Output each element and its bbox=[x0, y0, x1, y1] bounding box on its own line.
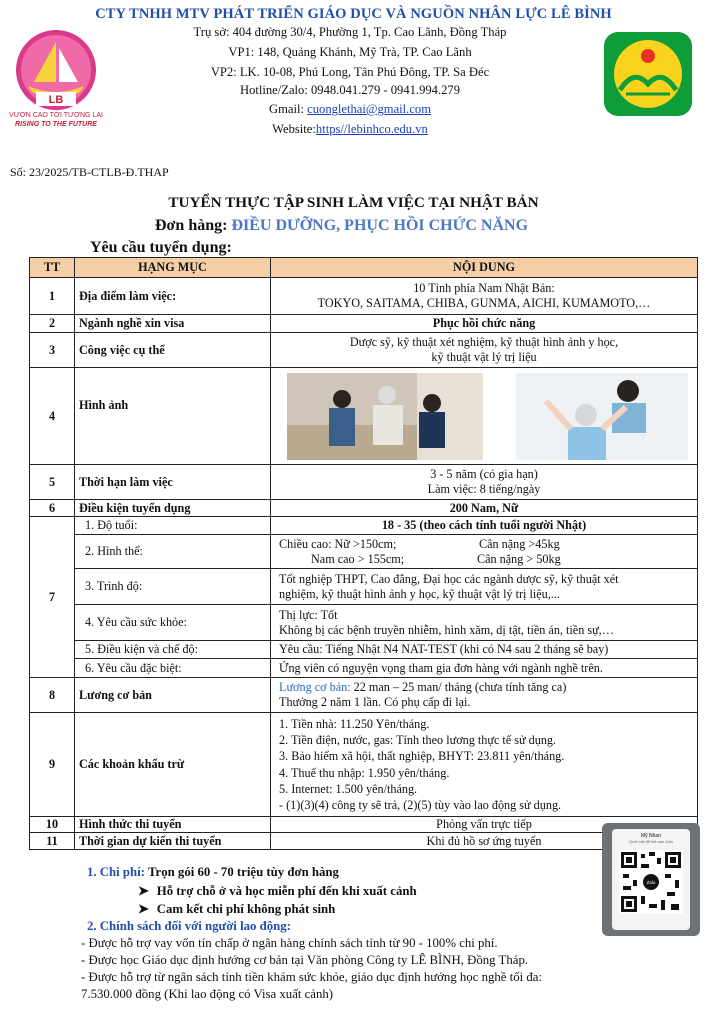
row-content bbox=[271, 333, 698, 368]
table-row bbox=[30, 659, 698, 678]
row-number: 5 bbox=[30, 465, 75, 500]
row-item: Ngành nghề xin visa bbox=[75, 315, 271, 333]
row-number: 3 bbox=[30, 333, 75, 368]
table-row bbox=[30, 833, 698, 850]
table-row bbox=[30, 713, 698, 817]
logo-tagline-en: RISING TO THE FUTURE bbox=[15, 121, 97, 128]
gmail-link[interactable]: cuonglethai@gmail.com bbox=[307, 102, 431, 116]
qr-center-label: Zalo bbox=[646, 880, 656, 885]
row-content: Yêu cầu: Tiếng Nhật N4 NAT-TEST (khi có N4 sau 2 tháng sẽ bay) bbox=[271, 641, 698, 659]
row-content: Phỏng vấn trực tiếp bbox=[271, 817, 698, 833]
caregivers-photo bbox=[287, 373, 483, 460]
table-row bbox=[30, 500, 698, 517]
policy-education: - Được học Giáo dục định hướng cơ bản tại Văn phòng Công ty LÊ BÌNH, Đồng Tháp. bbox=[81, 953, 529, 967]
table-row bbox=[30, 517, 698, 535]
row-item: Thời hạn làm việc bbox=[75, 465, 271, 500]
order-value: ĐIỀU DƯỠNG, PHỤC HỒI CHỨC NĂNG bbox=[231, 217, 529, 234]
row-item: Công việc cụ thể bbox=[75, 333, 271, 368]
table-row bbox=[30, 315, 698, 333]
row-content: Phục hồi chức năng bbox=[271, 315, 698, 333]
row-content bbox=[271, 605, 698, 641]
row-item: 1. Độ tuổi: bbox=[75, 517, 271, 535]
table-row bbox=[30, 605, 698, 641]
content-line: Nam cao > 155cm; bbox=[311, 551, 405, 566]
qr-subtitle: Quét mã để kết bạn Zalo bbox=[628, 839, 674, 844]
content-line: Thưởng 2 năm 1 lần. Có phụ cấp đi lại. bbox=[279, 695, 471, 709]
row-number: 11 bbox=[30, 833, 75, 850]
fee-line bbox=[87, 865, 339, 880]
company-name: CTY TNHH MTV PHÁT TRIỂN GIÁO DỤC VÀ NGUỒN NHÂN LỰC LÊ BÌNH bbox=[95, 6, 612, 22]
row-content: 200 Nam, Nữ bbox=[271, 500, 698, 517]
order-line bbox=[155, 217, 528, 235]
header-item: HẠNG MỤC bbox=[75, 258, 271, 278]
row-content: 18 - 35 (theo cách tính tuổi người Nhật) bbox=[271, 517, 698, 535]
policy-health-amount: 7.530.000 đồng (Khi lao động có Visa xuất cảnh) bbox=[81, 987, 334, 1001]
qr-code-icon bbox=[619, 850, 683, 914]
company-logo bbox=[4, 26, 108, 128]
row-content: Ứng viên có nguyện vọng tham gia đơn hàng với ngành nghề trên. bbox=[271, 659, 698, 678]
rehabilitation-photo bbox=[516, 373, 688, 460]
row-item: 3. Trình độ: bbox=[75, 569, 271, 605]
office-2-address: VP2: LK. 10-08, Phú Long, Tân Phú Đông, TP. Sa Đéc bbox=[210, 65, 490, 79]
table-row bbox=[30, 368, 698, 465]
content-line: TOKYO, SAITAMA, CHIBA, GUNMA, AICHI, KUMAMOTO,… bbox=[317, 296, 651, 310]
row-number: 1 bbox=[30, 278, 75, 315]
content-line: 3. Bảo hiểm xã hội, thất nghiệp, BHYT: 23.811 yên/tháng. bbox=[279, 749, 565, 764]
row-item: Địa điểm làm việc: bbox=[75, 278, 271, 315]
row-number: 7 bbox=[30, 517, 75, 678]
requirements-table bbox=[29, 257, 698, 850]
row-number: 6 bbox=[30, 500, 75, 517]
row-content bbox=[271, 368, 698, 465]
row-content bbox=[271, 713, 698, 817]
table-row bbox=[30, 465, 698, 500]
policy-loan: - Được hỗ trợ vay vốn tín chấp ở ngân hàng chính sách tỉnh từ 90 - 100% chi phí. bbox=[81, 936, 498, 950]
table-header-row bbox=[30, 258, 698, 278]
head-office-address: Trụ sở: 404 đường 30/4, Phường 1, Tp. Cao Lãnh, Đồng Tháp bbox=[193, 25, 507, 39]
row-content bbox=[271, 278, 698, 315]
content-line: Chiều cao: Nữ >150cm; bbox=[279, 536, 397, 551]
content-line: Dược sỹ, kỹ thuật xét nghiệm, kỹ thuật hình ảnh y học, bbox=[349, 335, 619, 349]
arrow-bullet-icon: ➤ bbox=[138, 902, 149, 916]
header-tt: TT bbox=[30, 258, 75, 278]
content-line: - (1)(3)(4) công ty sẽ trả, (2)(5) tùy vào lao động sử dụng. bbox=[279, 798, 562, 813]
table-row bbox=[30, 678, 698, 713]
hotline: Hotline/Zalo: 0948.041.279 - 0941.994.279 bbox=[239, 83, 461, 97]
logo-tagline-vn: VƯƠN CAO TỚI TƯƠNG LAI bbox=[9, 112, 103, 119]
gmail-label: Gmail: bbox=[269, 102, 308, 116]
row-item: 5. Điều kiện và chế độ: bbox=[75, 641, 271, 659]
bullet-text: Hỗ trợ chỗ ở và học miễn phí đến khi xuất cảnh bbox=[156, 884, 417, 898]
content-line: Thị lực: Tốt bbox=[279, 607, 338, 622]
row-item: 6. Yêu cầu đặc biệt: bbox=[75, 659, 271, 678]
logo-mark-text: LB bbox=[48, 94, 64, 106]
row-content bbox=[271, 678, 698, 713]
row-item: Điều kiện tuyển dụng bbox=[75, 500, 271, 517]
table-row bbox=[30, 278, 698, 315]
content-line: 1. Tiền nhà: 11.250 Yên/tháng. bbox=[279, 716, 430, 731]
row-number: 2 bbox=[30, 315, 75, 333]
row-item: Các khoản khấu trừ bbox=[75, 713, 271, 817]
bullet-text: Cam kết chi phí không phát sinh bbox=[156, 902, 336, 916]
zalo-qr-card[interactable] bbox=[602, 823, 700, 936]
row-item: Thời gian dự kiến thi tuyển bbox=[75, 833, 271, 850]
content-line: 4. Thuế thu nhập: 1.950 yên/tháng. bbox=[279, 765, 450, 780]
website-label: Website: bbox=[272, 122, 316, 136]
qr-name: Mỹ Nhan bbox=[640, 833, 661, 839]
header-content: NỘI DUNG bbox=[271, 258, 698, 278]
fee-value: Trọn gói 60 - 70 triệu tùy đơn hàng bbox=[147, 865, 339, 879]
arrow-bullet-icon: ➤ bbox=[138, 884, 149, 898]
row-item: 4. Yêu cầu sức khỏe: bbox=[75, 605, 271, 641]
row-number: 4 bbox=[30, 368, 75, 465]
row-number: 10 bbox=[30, 817, 75, 833]
salary-label: Lương cơ bản: bbox=[279, 680, 351, 694]
row-item: Hình thức thi tuyển bbox=[75, 817, 271, 833]
content-line: Tốt nghiệp THPT, Cao đẳng, Đại học các ngành dược sỹ, kỹ thuật xét bbox=[279, 571, 619, 586]
table-row bbox=[30, 333, 698, 368]
content-line: 10 Tỉnh phía Nam Nhật Bản: bbox=[413, 281, 555, 295]
row-number: 9 bbox=[30, 713, 75, 817]
content-line: nghiệm, kỹ thuật hình ảnh y học, kỹ thuật vật lý trị liệu,... bbox=[279, 586, 560, 601]
document-title: TUYỂN THỰC TẬP SINH LÀM VIỆC TẠI NHẬT BẢN bbox=[168, 194, 539, 211]
content-line: kỹ thuật vật lý trị liệu bbox=[431, 350, 537, 364]
bullet-accommodation bbox=[138, 884, 417, 899]
table-row bbox=[30, 569, 698, 605]
row-content bbox=[271, 465, 698, 500]
row-item: 2. Hình thể: bbox=[75, 535, 271, 569]
document-number: Số: 23/2025/TB-CTLB-Đ.THAP bbox=[10, 165, 169, 179]
table-row bbox=[30, 817, 698, 833]
row-content bbox=[271, 569, 698, 605]
content-line: Cân nặng >45kg bbox=[479, 536, 560, 551]
gmail-line bbox=[120, 102, 580, 117]
content-line: 3 - 5 năm (có gia hạn) bbox=[430, 467, 538, 481]
requirements-heading: Yêu cầu tuyển dụng: bbox=[90, 239, 232, 256]
row-number: 8 bbox=[30, 678, 75, 713]
content-line: Cân nặng > 50kg bbox=[477, 551, 561, 566]
content-line: Không bị các bệnh truyền nhiễm, hình xăm, dị tật, tiền án, tiền sự,… bbox=[279, 622, 614, 637]
table-row bbox=[30, 535, 698, 569]
order-label: Đơn hàng: bbox=[155, 217, 232, 234]
policy-heading: 2. Chính sách đối với người lao động: bbox=[87, 919, 291, 933]
content-line: Làm việc: 8 tiếng/ngày bbox=[427, 482, 541, 496]
bullet-commitment bbox=[138, 902, 335, 917]
office-1-address: VP1: 148, Quảng Khánh, Mỹ Trà, TP. Cao Lãnh bbox=[228, 45, 472, 59]
policy-health-support: - Được hỗ trợ từ ngân sách tỉnh tiền khám sức khỏe, giáo dục định hướng học nghề tối đa: bbox=[81, 970, 543, 984]
website-line bbox=[120, 122, 580, 137]
fee-label: 1. Chi phí: bbox=[87, 865, 148, 879]
content-line: 2. Tiền điện, nước, gas: Tính theo lương thực tế sử dụng. bbox=[279, 732, 557, 747]
table-row bbox=[30, 641, 698, 659]
row-content: Khi đủ hồ sơ ứng tuyển bbox=[271, 833, 698, 850]
row-content bbox=[271, 535, 698, 569]
content-line: 22 man – 25 man/ tháng (chưa tính tăng ca) bbox=[350, 680, 567, 694]
row-item: Lương cơ bản bbox=[75, 678, 271, 713]
website-link[interactable]: https//lebinhco.edu.vn bbox=[315, 122, 428, 136]
row-item: Hình ảnh bbox=[75, 368, 271, 465]
content-line: 5. Internet: 1.500 yên/tháng. bbox=[279, 781, 418, 796]
partner-logo bbox=[604, 32, 692, 116]
